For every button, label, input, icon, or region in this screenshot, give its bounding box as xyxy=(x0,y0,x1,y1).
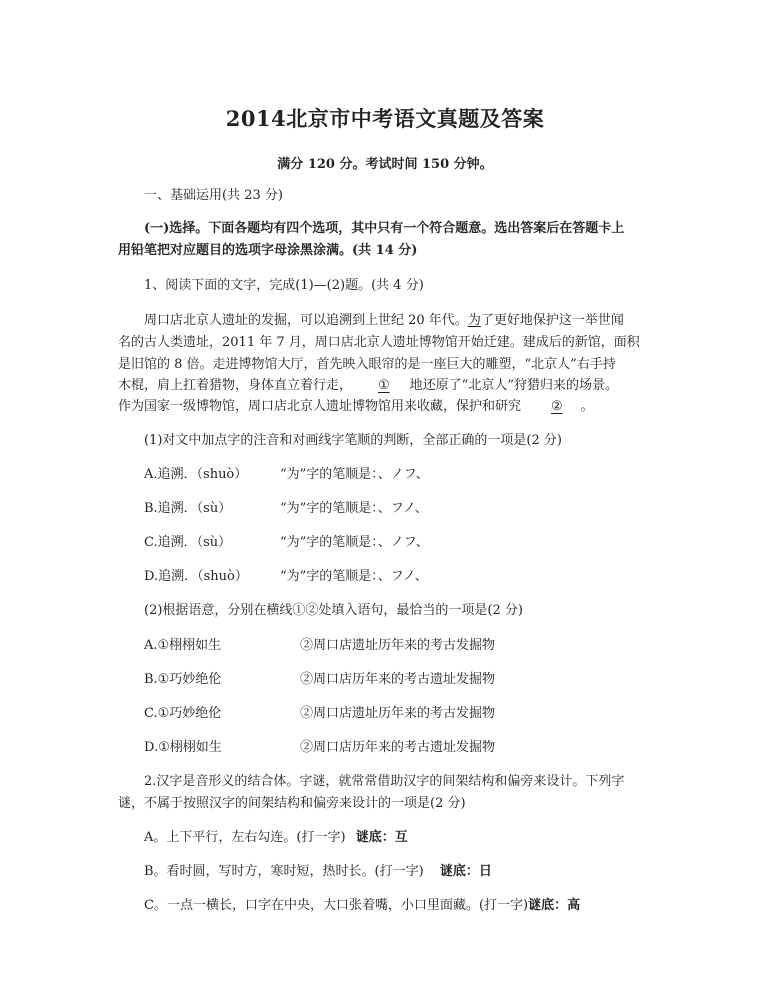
option-d-1-stroke: “为”字的笔顺是：、フノ、 xyxy=(280,569,428,584)
option-a-2: A.①栩栩如生 xyxy=(144,638,222,653)
passage-line-2: 名的古人类遗址，2011 年 7 月，周口店北京人遗址博物馆开始迁建。建成后的新馆，面积 xyxy=(118,335,640,350)
passage-text: 地还原了“北京人”狩猎归来的场景。 xyxy=(409,378,618,393)
underlined-character: 为 xyxy=(467,313,481,328)
riddle-text: A。上下平行，左右勾连。(打一字) xyxy=(144,830,346,845)
option-d-2-text: ②周口店历年来的考古遗址发掘物 xyxy=(300,740,496,755)
passage-line-1 xyxy=(144,311,624,331)
blank-2: ② xyxy=(551,399,563,414)
question-2-line-1: 2.汉字是音形义的结合体。字谜，就常常借助汉字的间架结构和偏旁来设计。下列字 xyxy=(144,774,625,789)
passage-line-5 xyxy=(118,397,594,417)
option-b-1-stroke: “为”字的笔顺是：、フノ、 xyxy=(280,501,428,516)
question-1-2-prompt: (2)根据语意，分别在横线①②处填入语句，最恰当的一项是(2 分) xyxy=(144,603,523,618)
option-d-1: D.追溯．（shuò） xyxy=(144,569,248,584)
riddle-answer: 谜底：高 xyxy=(528,898,581,913)
passage-text: 作为国家一级博物馆，周口店北京人遗址博物馆用来收藏，保护和研究 xyxy=(118,399,522,414)
question-1-1-prompt: (1)对文中加点字的注音和对画线字笔顺的判断，全部正确的一项是(2 分) xyxy=(144,433,562,448)
option-b-1: B.追溯．（sù） xyxy=(144,501,232,516)
option-c-2-text: ②周口店遗址历年来的考古发掘物 xyxy=(300,706,496,721)
blank-1: ① xyxy=(378,378,390,393)
option-c-1: C.追溯．（sù） xyxy=(144,535,232,550)
option-d-2: D.①栩栩如生 xyxy=(144,740,222,755)
instruction-line-1: (一)选择。下面各题均有四个选项，其中只有一个符合题意。选出答案后在答题卡上 xyxy=(144,221,625,236)
option-c-1-stroke: “为”字的笔顺是：、ノフ、 xyxy=(280,535,429,550)
option-a-1: A.追溯．（shuò） xyxy=(144,467,248,482)
passage-text: 木棍，肩上扛着猎物，身体直立着行走， xyxy=(118,378,353,393)
passage-text: 。 xyxy=(580,399,594,414)
riddle-answer: 谜底：日 xyxy=(439,864,492,879)
riddle-text: B。看时圆，写时方，寒时短，热时长。(打一字) xyxy=(144,864,424,879)
instruction-line-2: 用铅笔把对应题目的选项字母涂黑涂满。(共 14 分) xyxy=(118,243,418,258)
exam-info: 满分 120 分。考试时间 150 分钟。 xyxy=(277,157,493,172)
question-2-option-b xyxy=(144,862,492,882)
question-2-option-a xyxy=(144,828,408,848)
question-2-line-2: 谜，不属于按照汉字的间架结构和偏旁来设计的一项是(2 分) xyxy=(118,796,466,811)
passage-line-4 xyxy=(118,376,618,396)
riddle-text: C。一点一横长，口字在中央，大口张着嘴，小口里面藏。(打一字) xyxy=(144,898,529,913)
question-2-option-c xyxy=(144,896,580,916)
passage-text: 了更好地保护这一举世闻 xyxy=(480,313,624,328)
option-b-2-text: ②周口店历年来的考古遗址发掘物 xyxy=(300,672,496,687)
option-c-2: C.①巧妙绝伦 xyxy=(144,706,222,721)
page-title: 2014北京市中考语文真题及答案 xyxy=(225,106,545,131)
question-1-prompt: 1、阅读下面的文字，完成(1)—(2)题。(共 4 分) xyxy=(144,278,424,293)
option-a-2-text: ②周口店遗址历年来的考古发掘物 xyxy=(300,638,496,653)
riddle-answer: 谜底：互 xyxy=(355,830,408,845)
passage-text: 周口店北京人遗址的发掘，可以追溯到上世纪 20 年代。 xyxy=(144,313,468,328)
section-heading: 一、基础运用(共 23 分) xyxy=(144,188,283,203)
passage-line-3: 是旧馆的 8 倍。走进博物馆大厅，首先映入眼帘的是一座巨大的雕塑，“北京人”右手持 xyxy=(118,357,616,372)
option-b-2: B.①巧妙绝伦 xyxy=(144,672,222,687)
option-a-1-stroke: “为”字的笔顺是：、ノフ、 xyxy=(280,467,429,482)
